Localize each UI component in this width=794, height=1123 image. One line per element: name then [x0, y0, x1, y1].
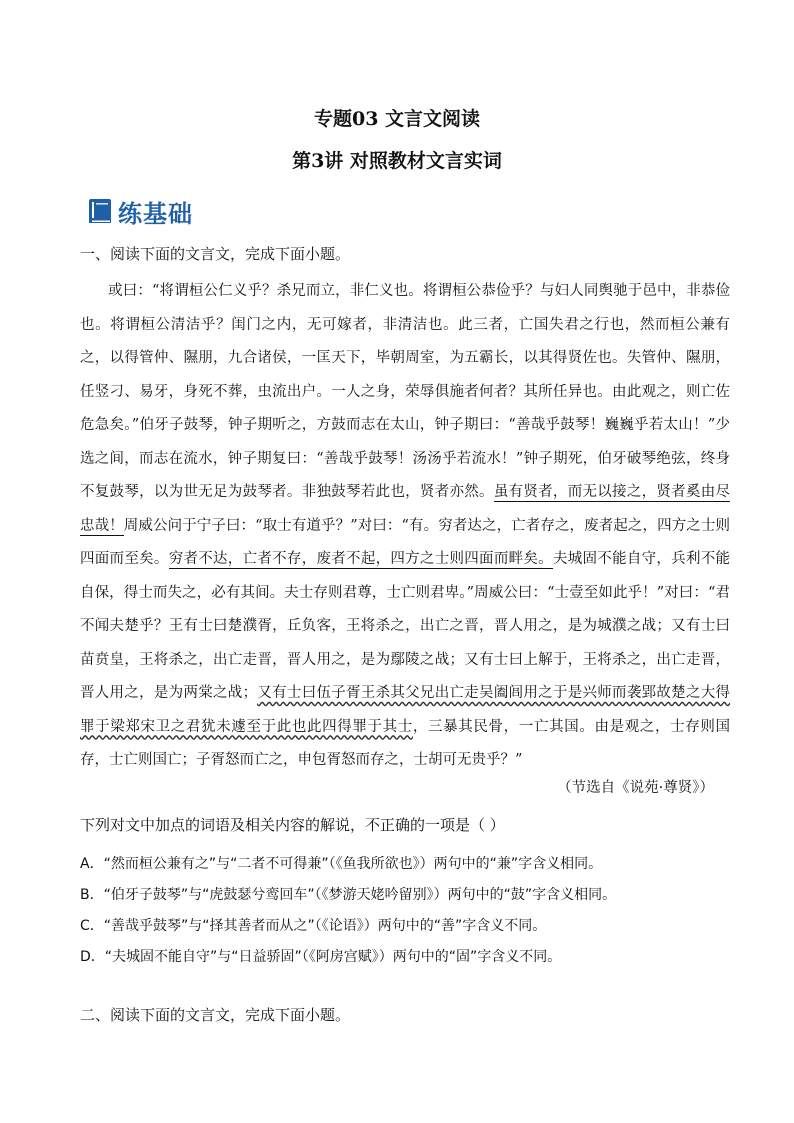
passage-source: （节选自《说苑·尊贤》）: [557, 780, 714, 796]
passage-part3: 夫城固不能自守，兵利不能自保，得士而失之，必有其间。夫士存则君尊，士亡则君卑。”周威公曰：“士壹至如此乎！”对曰：“君不闻夫楚乎？王有士曰楚濮胥，丘负客，王将杀之，出亡之晋，晋人用之，是为城濮之战；又有士曰苗贲皇，王将杀之，出亡走晋，晋人用之，是为鄢陵之战；又有士曰上解于，王将杀之，出亡走晋，晋人用之，是为两棠之战；: [80, 551, 731, 701]
option-a[interactable]: A．“然而桓公兼有之”与“二者不可得兼”（《鱼我所欲也》）两句中的“兼”字含义相同。: [80, 856, 603, 872]
answer-options: [80, 849, 730, 973]
lesson-subtitle: 第3讲 对照教材文言实词: [292, 150, 502, 172]
passage-wavy-underline: 又有士曰伍子胥王杀其父兄出亡走吴阖闾用之于是兴师而袭郢故楚之大得罪于梁郑宋卫之君犹未遽至于此也此四得罪于其士: [80, 685, 731, 735]
passage-underline1: 虽有贤者，而无以接之，贤者奚由尽忠哉！: [80, 484, 730, 534]
option-d[interactable]: D．“夫城固不能自守”与“日益骄固”（《阿房宫赋》）两句中的“固”字含义不同。: [80, 949, 562, 965]
section-label: 练基础: [118, 199, 193, 228]
document-title: 专题03 文言文阅读: [313, 108, 481, 130]
passage-part1: 或曰：“将谓桓公仁义乎？杀兄而立，非仁义也。将谓桓公恭俭乎？与妇人同舆驰于邑中，非恭俭也。将谓桓公清洁乎？闺门之内，无可嫁者，非清洁也。此三者，亡国失君之行也，然而桓公兼有之，以得管仲、隰朋，九合诸侯，一匡天下，毕朝周室，为五霸长，以其得贤佐也。失管仲、隰朋，任竖刁、易牙，身死不葬，虫流出户。一人之身，荣辱俱施者何者？其所任异也。由此观之，则亡佐危急矣。”伯牙子鼓琴，钟子期听之，方鼓而志在太山，钟子期曰：“善哉乎鼓琴！巍巍乎若太山！”少选之间，而志在流水，钟子期复曰：“善哉乎鼓琴！汤汤乎若流水！”钟子期死，伯牙破琴绝弦，终身不复鼓琴，以为世无足为鼓琴者。非独鼓琴若此也，贤者亦然。: [80, 283, 730, 500]
passage-part4: ，三暴其民骨，一亡其国。由是观之，士存则国存，士亡则国亡；子胥怒而亡之，申包胥怒而存之，士胡可无贵乎？”: [80, 718, 731, 768]
question1-heading: 一、阅读下面的文言文，完成下面小题。: [80, 245, 351, 263]
option-b[interactable]: B．“伯牙子鼓琴”与“虎鼓瑟兮鸾回车”（《梦游天姥吟留别》）两句中的“鼓”字含义相同。: [80, 887, 617, 903]
option-c[interactable]: C．“善哉乎鼓琴”与“择其善者而从之”（《论语》）两句中的“善”字含义不同。: [80, 918, 547, 934]
passage-underline2: 穷者不达，亡者不存，废者不起，四方之士则四面而畔矣。: [168, 551, 553, 567]
question2-heading: 二、阅读下面的文言文，完成下面小题。: [80, 1006, 351, 1024]
section-banner: [88, 194, 193, 228]
book-icon: [88, 198, 112, 224]
passage-part2: 周威公问于宁子曰：“取士有道乎？”对曰：“有。穷者达之，亡者存之，废者起之，四方之士则四面而至矣。: [80, 517, 730, 567]
question-prompt: 下列对文中加点的词语及相关内容的解说，不正确的一项是（ ）: [80, 816, 505, 834]
classical-passage: [80, 275, 730, 778]
